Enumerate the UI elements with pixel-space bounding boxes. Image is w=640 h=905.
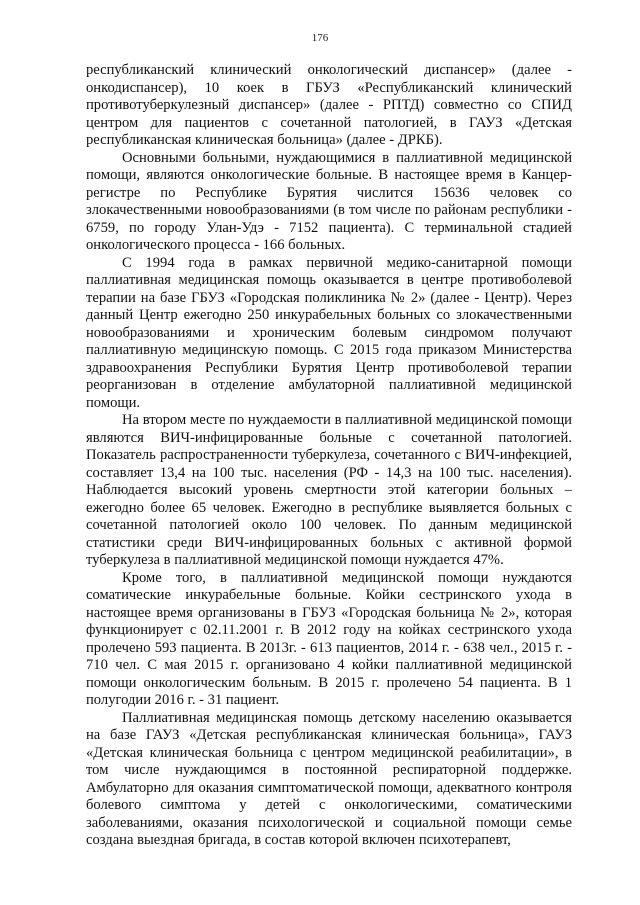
page-number: 176 xyxy=(311,32,329,44)
paragraph-pediatric-care: Паллиативная медицинская помощь детскому населению оказывается на базе ГАУЗ «Детская республиканская клиническая больница», ГАУЗ «Детская клиническая больница с центром медицинской реабилитации», в том числе нуждающимся в постоянной респираторной поддержке. Амбулаторно для оказания симптоматической помощи, адекватного контроля болевого симптома у детей с онкологическими, соматическими заболеваниями, оказания психологической и социальной помощи семье создана выездная бригада, в состав которой включен психотерапевт, xyxy=(86,709,572,848)
paragraph-continuation: республиканский клинический онкологический диспансер» (далее - онкодиспансер), 10 коек в ГБУЗ «Республиканский клинический противотуберкулезный диспансер» (далее - РПТД) совместно со СПИД центром для пациентов с сочетанной патологией, в ГАУЗ «Детская республиканская клиническая больница» (далее - ДРКБ). xyxy=(86,62,572,148)
body-text xyxy=(86,62,572,850)
paragraph-hiv-patients: На втором месте по нуждаемости в паллиативной медицинской помощи являются ВИЧ-инфицированные больные с сочетанной патологией. Показатель распространенности туберкулеза, сочетанного с ВИЧ-инфекцией, составляет 13,4 на 100 тыс. населения (РФ - 14,3 на 100 тыс. населения). Наблюдается высокий уровень смертности этой категории больных – ежегодно более 65 человек. Ежегодно в республике выявляется больных с сочетанной патологией около 100 человек. По данным медицинской статистики среди ВИЧ-инфицированных больных с активной формой туберкулеза в паллиативной медицинской помощи нуждается 47%. xyxy=(86,412,572,568)
paragraph-oncology-patients: Основными больными, нуждающимися в паллиативной медицинской помощи, являются онкологические больные. В настоящее время в Канцер-регистре по Республике Бурятия числится 15636 человек со злокачественными новообразованиями (в том числе по районам республики - 6759, по городу Улан-Удэ - 7152 пациента). С терминальной стадией онкологического процесса - 166 больных. xyxy=(86,149,572,253)
paragraph-nursing-care-beds: Кроме того, в паллиативной медицинской помощи нуждаются соматические инкурабельные больные. Койки сестринского ухода в настоящее время организованы в ГБУЗ «Городская больница № 2», которая функционирует с 02.11.2001 г. В 2012 году на койках сестринского ухода пролечено 593 пациента. В 2013г. - 613 пациентов, 2014 г. - 638 чел., 2015 г. - 710 чел. С мая 2015 г. организовано 4 койки паллиативной медицинской помощи онкологическим больным. В 2015 г. пролечено 54 пациента. В 1 полугодии 2016 г. - 31 пациент. xyxy=(86,569,572,708)
paragraph-pain-therapy-center: С 1994 года в рамках первичной медико-санитарной помощи паллиативная медицинская помощь оказывается в центре противоболевой терапии на базе ГБУЗ «Городская поликлиника № 2» (далее - Центр). Через данный Центр ежегодно 250 инкурабельных больных со злокачественными новообразованиями и хроническим болевым синдромом получают паллиативную медицинскую помощь. С 2015 года приказом Министерства здравоохранения Республики Бурятия Центр противоболевой терапии реорганизован в отделение амбулаторной паллиативной медицинской помощи. xyxy=(86,254,572,411)
